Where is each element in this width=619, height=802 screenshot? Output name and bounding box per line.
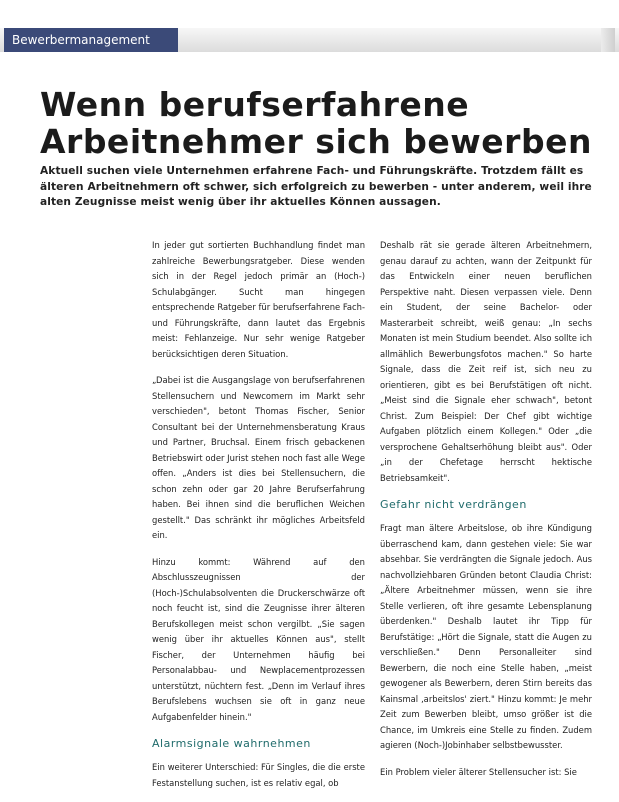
article-lead: Aktuell suchen viele Unternehmen erfahrene Fach- und Führungskräfte. Trotzdem fällt es älteren Arbeitnehmern oft schwer, sich erfolgreich zu bewerben - unter anderem, weil ihre alten Zeugnisse meist wenig über ihr aktuelles Können aussagen. [40,165,592,208]
paragraph: Ein Problem vieler älterer Stellensucher ist: Sie [380,766,577,777]
paragraph: Fragt man ältere Arbeitslose, ob ihre Kündigung überraschend kam, dann gestehen viele: Sie war absehbar. Sie verdrängten die Signale jedoch. Aus nachvollziehbaren Gründen betont Claudia Christ: „Ältere Arbeitnehmer müssen, wenn sie ihre Stelle verlieren, oft ihre gesamte Lebensplanung überdenken." Deshalb lautet ihr Tipp für Berufstätige: „Hört die Signale, statt die Augen zu verschließen." Denn Personalleiter sind Bewerbern, die noch eine Stelle haben, „meist gewogener als Bewerbern, deren Stirn bereits das Kainsmal ‚arbeitslos' ziert." Hinzu kommt: Je mehr Zeit zum Bewerben bleibt, umso größer ist die Chance, im Umkreis eine Stelle zu finden. Zudem agieren (Noch-)Jobinhaber selbstbewusster. [380,523,592,750]
paragraph: „Dabei ist die Ausgangslage von berufserfahrenen Stellensuchern und Newcomern im Markt sehr verschieden", betont Thomas Fischer, Senior Consultant bei der Unternehmensberatung Kraus und Partner, Bruchsal. Einem frisch gebackenen Betriebswirt oder Jurist stehen noch fast alle Wege offen. „Anders ist dies bei Stellensuchern, die schon zehn oder gar 20 Jahre Berufserfahrung haben. Bei ihnen sind die beruflichen Weichen gestellt." Das schränkt ihr mögliches Arbeitsfeld ein. [152,375,365,540]
right-column [380,238,592,791]
header-bar-end [601,28,615,52]
paragraph: In jeder gut sortierten Buchhandlung findet man zahlreiche Bewerbungsratgeber. Diese wenden sich in der Regel jedoch primär an (Hoch-) Schulabgänger. Sucht man hingegen entsprechende Ratgeber für berufserfahrene Fach- und Führungskräfte, dann lautet das Ergebnis meist: Fehlanzeige. Nur sehr wenige Ratgeber berücksichtigen deren Situation. [152,240,365,359]
paragraph: Hinzu kommt: Während auf den Abschlusszeugnissen der (Hoch-)Schulabsolventen die Druckerschwärze oft noch feucht ist, sind die Zeugnisse ihrer älteren Berufskollegen meist schon vergilbt. „Sie sagen wenig über ihr aktuelles Können aus", stellt Fischer, der Unternehmen häufig bei Personalabbau- und Newplacementprozessen unterstützt, nüchtern fest. „Denn im Verlauf ihres Berufslebens wuchsen sie oft in ganz neue Aufgabenfelder hinein." [152,556,365,722]
article-title: Wenn berufserfahrene Arbeitnehmer sich bewerben [40,85,592,161]
subheading-gefahr: Gefahr nicht verdrängen [380,498,527,511]
subheading-alarmsignale: Alarmsignale wahrnehmen [152,737,311,750]
paragraph: Ein weiterer Unterschied: Für Singles, die die erste Festanstellung suchen, ist es relativ egal, ob [152,762,365,788]
paragraph: Deshalb rät sie gerade älteren Arbeitnehmern, genau darauf zu achten, wann der Zeitpunkt für das Entwickeln einer neuen beruflichen Perspektive naht. Diesen verpassen viele. Denn ein Student, der seine Bachelor- oder Masterarbeit schreibt, weiß genau: „In sechs Monaten ist mein Studium beendet. Also sollte ich allmählich Bewerbungsfotos machen." So harte Signale, dass die Zeit reif ist, sich neu zu orientieren, gibt es bei Berufstätigen oft nicht. „Meist sind die Signale eher schwach", betont Christ. Zum Beispiel: Der Chef gibt wichtige Aufgaben plötzlich einem Kollegen." Oder „die versprochene Gehaltserhöhung bleibt aus". Oder „in der Chefetage herrscht hektische Betriebsamkeit". [380,240,592,483]
left-column [152,238,365,802]
section-label: Bewerbermanagement [4,28,178,52]
